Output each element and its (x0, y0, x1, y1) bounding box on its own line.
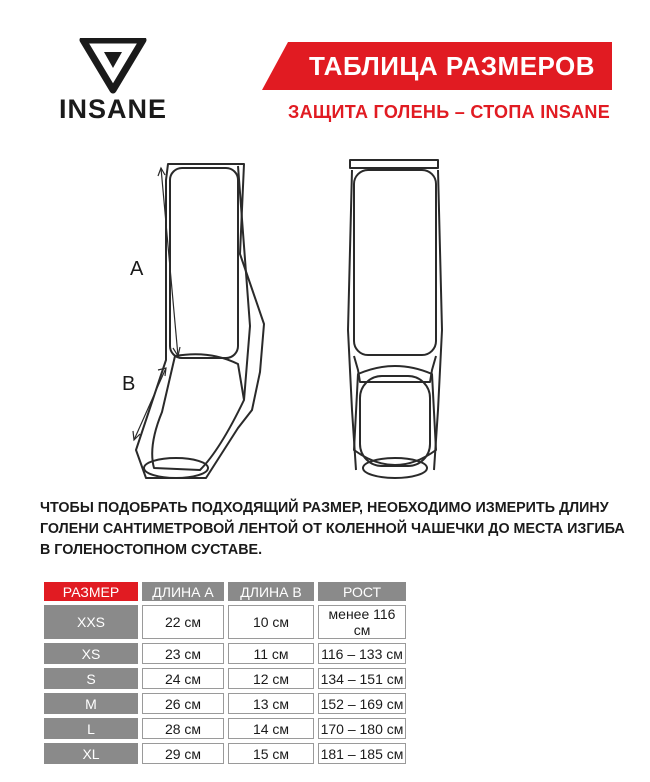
length-a-cell: 26 см (142, 693, 224, 714)
insane-emblem-icon (38, 38, 188, 94)
table-header-row (44, 582, 406, 601)
size-cell: XXS (44, 605, 138, 639)
page-subtitle: ЗАЩИТА ГОЛЕНЬ – СТОПА INSANE (288, 102, 610, 122)
size-cell: M (44, 693, 138, 714)
length-a-cell: 24 см (142, 668, 224, 689)
height-cell: 116 – 133 см (318, 643, 406, 664)
size-cell: XL (44, 743, 138, 764)
length-a-cell: 23 см (142, 643, 224, 664)
brand-logo (38, 38, 188, 138)
table-row (44, 643, 406, 664)
column-header-height: РОСТ (318, 582, 406, 601)
table-row (44, 743, 406, 764)
shin-guard-drawing (120, 150, 460, 490)
table-row (44, 718, 406, 739)
length-b-cell: 10 см (228, 605, 314, 639)
size-cell: L (44, 718, 138, 739)
height-cell: 134 – 151 см (318, 668, 406, 689)
length-b-cell: 11 см (228, 643, 314, 664)
length-a-cell: 29 см (142, 743, 224, 764)
length-b-cell: 14 см (228, 718, 314, 739)
dimension-b-label: B (122, 373, 136, 395)
length-b-cell: 13 см (228, 693, 314, 714)
page-title: ТАБЛИЦА РАЗМЕРОВ (308, 51, 596, 81)
table-row (44, 693, 406, 714)
brand-wordmark: INSANE (58, 94, 167, 124)
table-row (44, 668, 406, 689)
height-cell: менее 116 см (318, 605, 406, 639)
length-a-cell: 28 см (142, 718, 224, 739)
length-b-cell: 12 см (228, 668, 314, 689)
length-b-cell: 15 см (228, 743, 314, 764)
instruction-line: ЧТОБЫ ПОДОБРАТЬ ПОДХОДЯЩИЙ РАЗМЕР, НЕОБХОДИМО ИЗМЕРИТЬ ДЛИНУ (40, 500, 609, 516)
height-cell: 170 – 180 см (318, 718, 406, 739)
size-cell: XS (44, 643, 138, 664)
height-cell: 152 – 169 см (318, 693, 406, 714)
column-header-length-a: ДЛИНА А (142, 582, 224, 601)
measurement-instruction (40, 498, 630, 561)
column-header-length-b: ДЛИНА В (228, 582, 314, 601)
table-row (44, 605, 406, 639)
instruction-line: ГОЛЕНИ САНТИМЕТРОВОЙ ЛЕНТОЙ ОТ КОЛЕННОЙ ЧАШЕЧКИ ДО МЕСТА ИЗГИБА (40, 521, 625, 537)
size-table (40, 578, 410, 768)
instruction-line: В ГОЛЕНОСТОПНОМ СУСТАВЕ. (40, 542, 263, 558)
column-header-size: РАЗМЕР (44, 582, 138, 601)
size-cell: S (44, 668, 138, 689)
dimension-a-label: A (130, 258, 144, 280)
product-illustration (120, 150, 460, 490)
title-banner (262, 42, 612, 90)
length-a-cell: 22 см (142, 605, 224, 639)
height-cell: 181 – 185 см (318, 743, 406, 764)
